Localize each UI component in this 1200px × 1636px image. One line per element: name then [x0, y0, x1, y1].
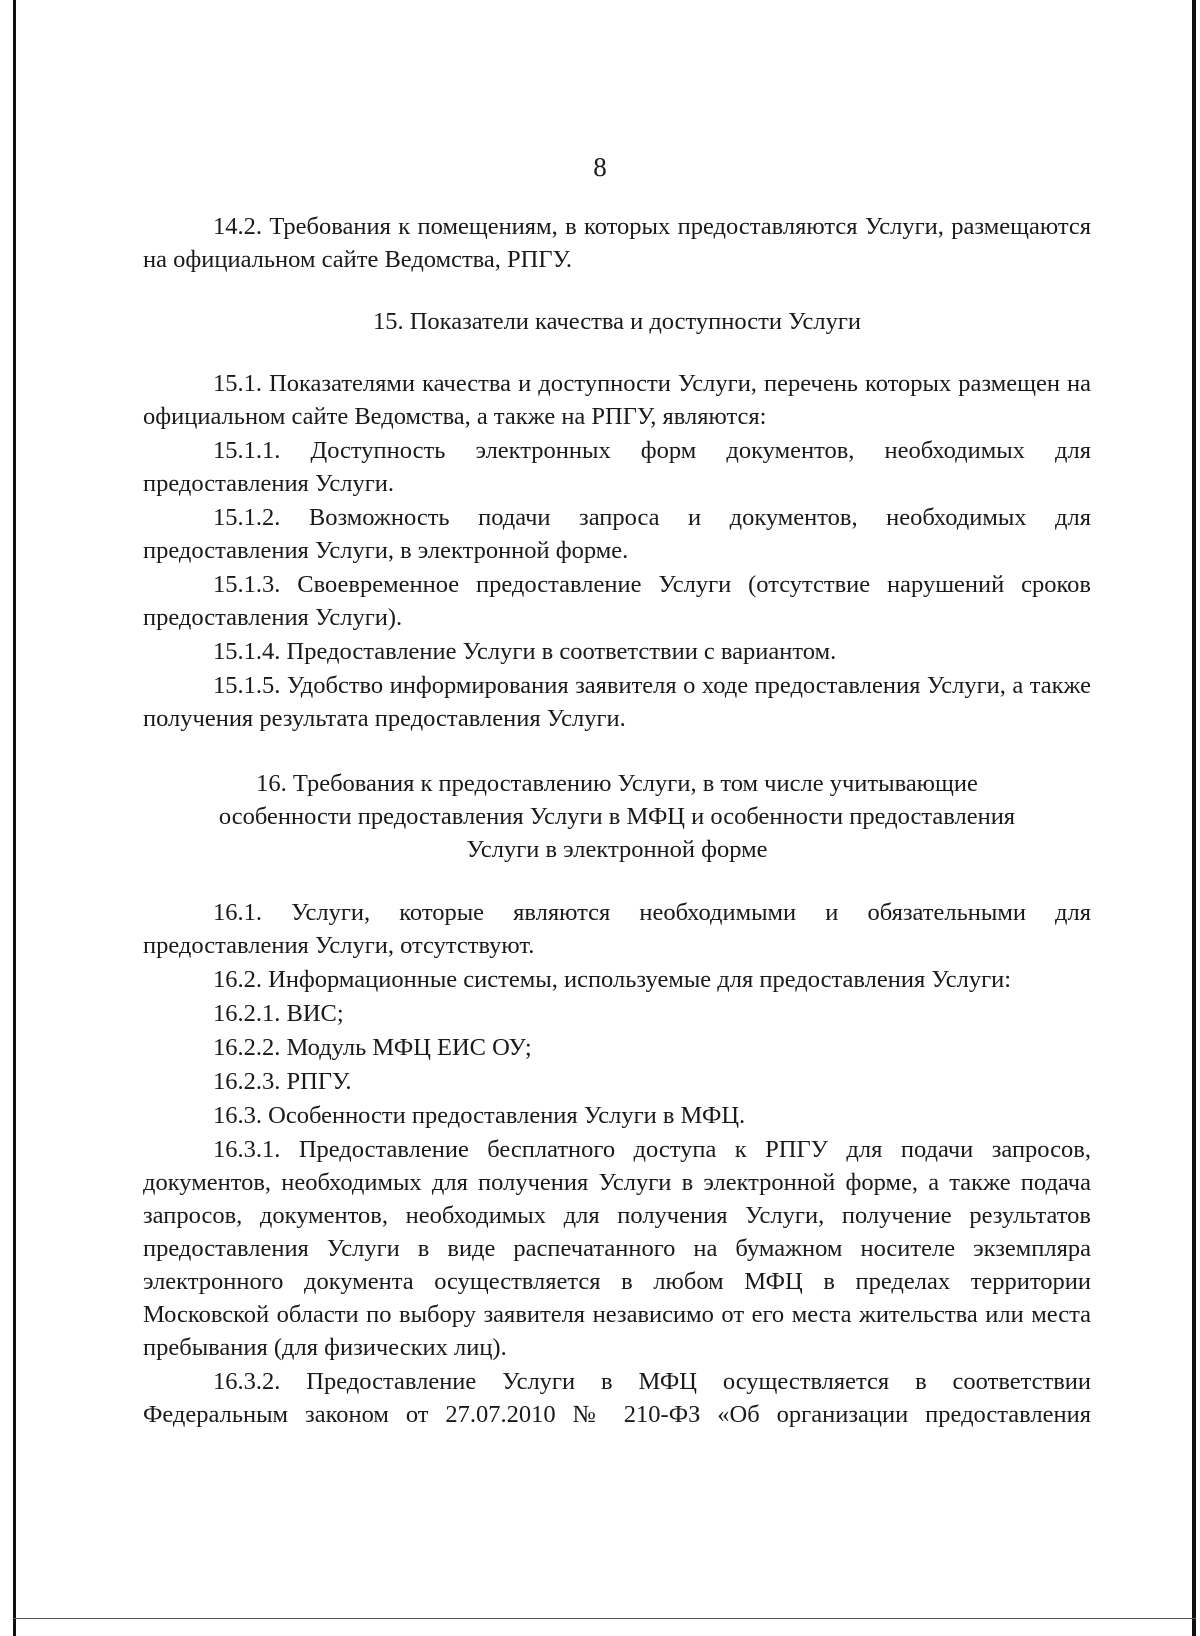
- section-heading-15: 15. Показатели качества и доступности Услуги: [372, 308, 861, 335]
- scan-edge-bottom: [13, 1618, 1196, 1619]
- paragraph-16-2-1: 16.2.1. ВИС;: [213, 1000, 344, 1027]
- page-number: 8: [593, 152, 607, 182]
- section-heading-16-line-2: особенности предоставления Услуги в МФЦ и особенности предоставления: [218, 803, 1016, 830]
- section-heading-16-line-3: Услуги в электронной форме: [466, 836, 768, 863]
- paragraph-16-3: 16.3. Особенности предоставления Услуги в МФЦ.: [213, 1102, 746, 1129]
- paragraph-16-1: 16.1. Услуги, которые являются необходимыми и обязательными для предоставления Услуги, отсутствуют.: [143, 899, 1091, 959]
- paragraph-14-2: 14.2. Требования к помещениям, в которых предоставляются Услуги, размещаются на официальном сайте Ведомства, РПГУ.: [143, 213, 1091, 273]
- paragraph-16-2: 16.2. Информационные системы, используемые для предоставления Услуги:: [213, 966, 1012, 993]
- paragraph-15-1-1: 15.1.1. Доступность электронных форм документов, необходимых для предоставления Услуги.: [143, 437, 1091, 497]
- paragraph-16-3-1: 16.3.1. Предоставление бесплатного доступа к РПГУ для подачи запросов, документов, необходимых для получения Услуги в электронной форме, а также подача запросов, документов, необходимых для получения Услуги, получение результатов предоставления Услуги в виде распечатанного на бумажном носителе экземпляра электронного документа осуществляется в любом МФЦ в пределах территории Московской области по выбору заявителя независимо от его места жительства или места пребывания (для физических лиц).: [143, 1136, 1091, 1361]
- paragraph-15-1-2: 15.1.2. Возможность подачи запроса и документов, необходимых для предоставления Услуги, в электронной форме.: [143, 504, 1091, 564]
- paragraph-16-2-3: 16.2.3. РПГУ.: [213, 1068, 352, 1095]
- paragraph-15-1-5: 15.1.5. Удобство информирования заявителя о ходе предоставления Услуги, а также получения результата предоставления Услуги.: [143, 672, 1091, 732]
- section-heading-16-line-1: 16. Требования к предоставлению Услуги, в том числе учитывающие: [256, 770, 978, 797]
- scan-edge-left: [13, 0, 16, 1636]
- document-body: [143, 210, 1091, 1432]
- paragraph-15-1: 15.1. Показателями качества и доступности Услуги, перечень которых размещен на официальном сайте Ведомства, а также на РПГУ, являются:: [143, 370, 1091, 430]
- scan-edge-right: [1192, 0, 1196, 1636]
- paragraph-16-2-2: 16.2.2. Модуль МФЦ ЕИС ОУ;: [213, 1034, 532, 1061]
- section-heading-16: [143, 767, 1091, 866]
- paragraph-16-3-2: 16.3.2. Предоставление Услуги в МФЦ осуществляется в соответствии Федеральным законом от 27.07.2010 № 210-ФЗ «Об организации предоставления: [143, 1368, 1091, 1428]
- paragraph-15-1-3: 15.1.3. Своевременное предоставление Услуги (отсутствие нарушений сроков предоставления Услуги).: [143, 571, 1091, 631]
- paragraph-15-1-4: 15.1.4. Предоставление Услуги в соответствии с вариантом.: [213, 638, 837, 665]
